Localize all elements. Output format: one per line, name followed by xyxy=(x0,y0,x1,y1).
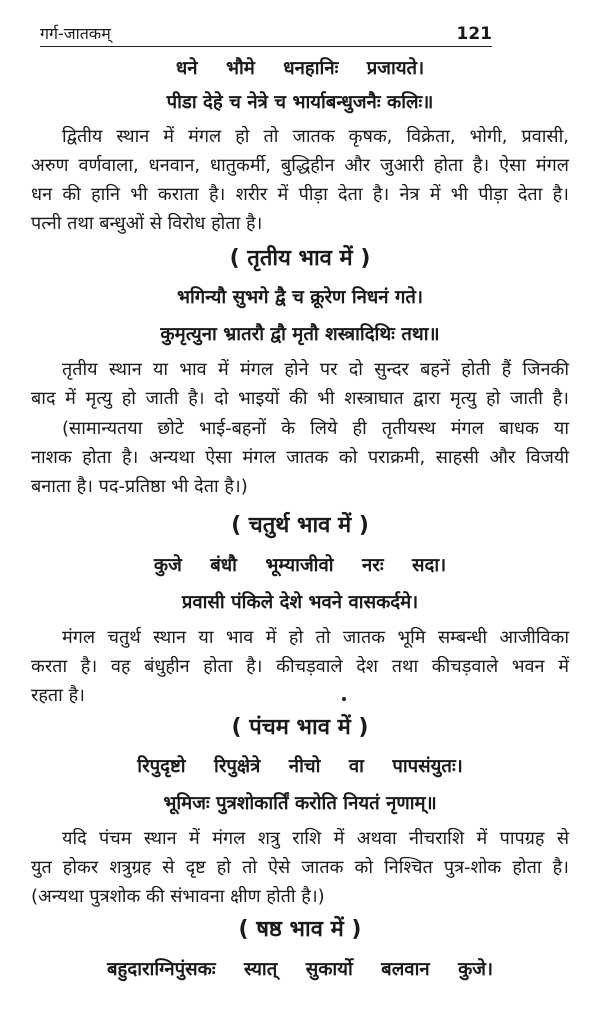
verse-line: रिपुदृष्टो रिपुक्षेत्रे नीचो वा पापसंयुतः। xyxy=(137,756,463,777)
paragraph-line: नाशक होता है। अन्यथा ऐसा मंगल जातक को पराक्रमी, साहसी और विजयी xyxy=(31,447,569,468)
section-heading-pancham: ( पंचम भाव में ) xyxy=(231,715,369,740)
section-heading-tritiya: ( तृतीय भाव में ) xyxy=(229,246,371,271)
verse-line: बहुदाराग्निपुंसकः स्यात् सुकार्यो बलवान कुजे। xyxy=(106,959,494,980)
verse-line: पीडा देहे च नेत्रे च भार्याबन्धुजनैः कलिः॥ xyxy=(166,92,434,113)
paragraph-line: बनाता है। पद-प्रतिष्ठा भी देता है।) xyxy=(31,476,248,497)
paragraph-line: (सामान्यतया छोटे भाई-बहनों के लिये ही तृतीयस्थ मंगल बाधक या xyxy=(62,418,569,439)
paragraph-line: करता है। वह बंधुहीन होता है। कीचड़वाले देश तथा कीचड़वाले भवन में xyxy=(31,656,569,677)
paragraph-line: मंगल चतुर्थ स्थान या भाव में हो तो जातक भूमि सम्बन्धी आजीविका xyxy=(62,627,569,648)
paragraph-line: बाद में मृत्यु हो जाती है। दो भाइयों की भी शस्त्राघात द्वारा मृत्यु हो जाती है। xyxy=(31,388,569,409)
paragraph-line: धन की हानि भी कराता है। शरीर में पीड़ा देता है। नेत्र में भी पीड़ा देता है। xyxy=(31,184,569,205)
verse-line: धने भौमे धनहानिः प्रजायते। xyxy=(175,58,425,79)
paragraph-line: यदि पंचम स्थान में मंगल शत्रु राशि में अथवा नीचराशि में पापग्रह से xyxy=(62,828,569,849)
verse-line: प्रवासी पंकिले देशे भवने वासकर्दमे। xyxy=(181,592,419,613)
paragraph-line: रहता है। xyxy=(31,685,85,706)
section-heading-chaturth: ( चतुर्थ भाव में ) xyxy=(231,513,369,538)
page-number: 121 xyxy=(456,24,492,44)
paragraph-line: (अन्यथा पुत्रशोक की संभावना क्षीण होती है।) xyxy=(31,886,325,907)
running-header xyxy=(40,22,492,47)
book-title: गर्ग-जातकम् xyxy=(40,24,111,43)
paragraph-line: तृतीय स्थान या भाव में मंगल होने पर दो सुन्दर बहनें होती हैं जिनकी xyxy=(62,359,569,380)
verse-line: कुमृत्युना भ्रातरौ द्वौ मृतौ शस्त्रादिथिः तथा॥ xyxy=(160,324,440,345)
verse-line: भूमिजः पुत्रशोकार्तिं करोति नियतं नृणाम्॥ xyxy=(163,793,437,814)
paragraph-line: युत होकर शत्रुग्रह से दृष्ट हो तो ऐसे जातक को निश्चित पुत्र-शोक होता है। xyxy=(31,857,569,878)
paragraph-line: द्वितीय स्थान में मंगल हो तो जातक कृषक, विक्रेता, भोगी, प्रवासी, xyxy=(62,126,569,147)
paragraph-line: अरुण वर्णवाला, धनवान, धातुकर्मी, बुद्धिहीन और जुआरी होता है। ऐसा मंगल xyxy=(31,155,569,176)
ink-speck xyxy=(342,697,346,701)
section-heading-shashth: ( षष्ठ भाव में ) xyxy=(238,917,362,942)
paragraph-line: पत्नी तथा बन्धुओं से विरोध होता है। xyxy=(31,213,263,234)
verse-line: कुजे बंधौ भूम्याजीवो नरः सदा। xyxy=(153,555,447,576)
verse-line: भगिन्यौ सुभगे द्वै च क्रूरेण निधनं गते। xyxy=(177,287,423,308)
